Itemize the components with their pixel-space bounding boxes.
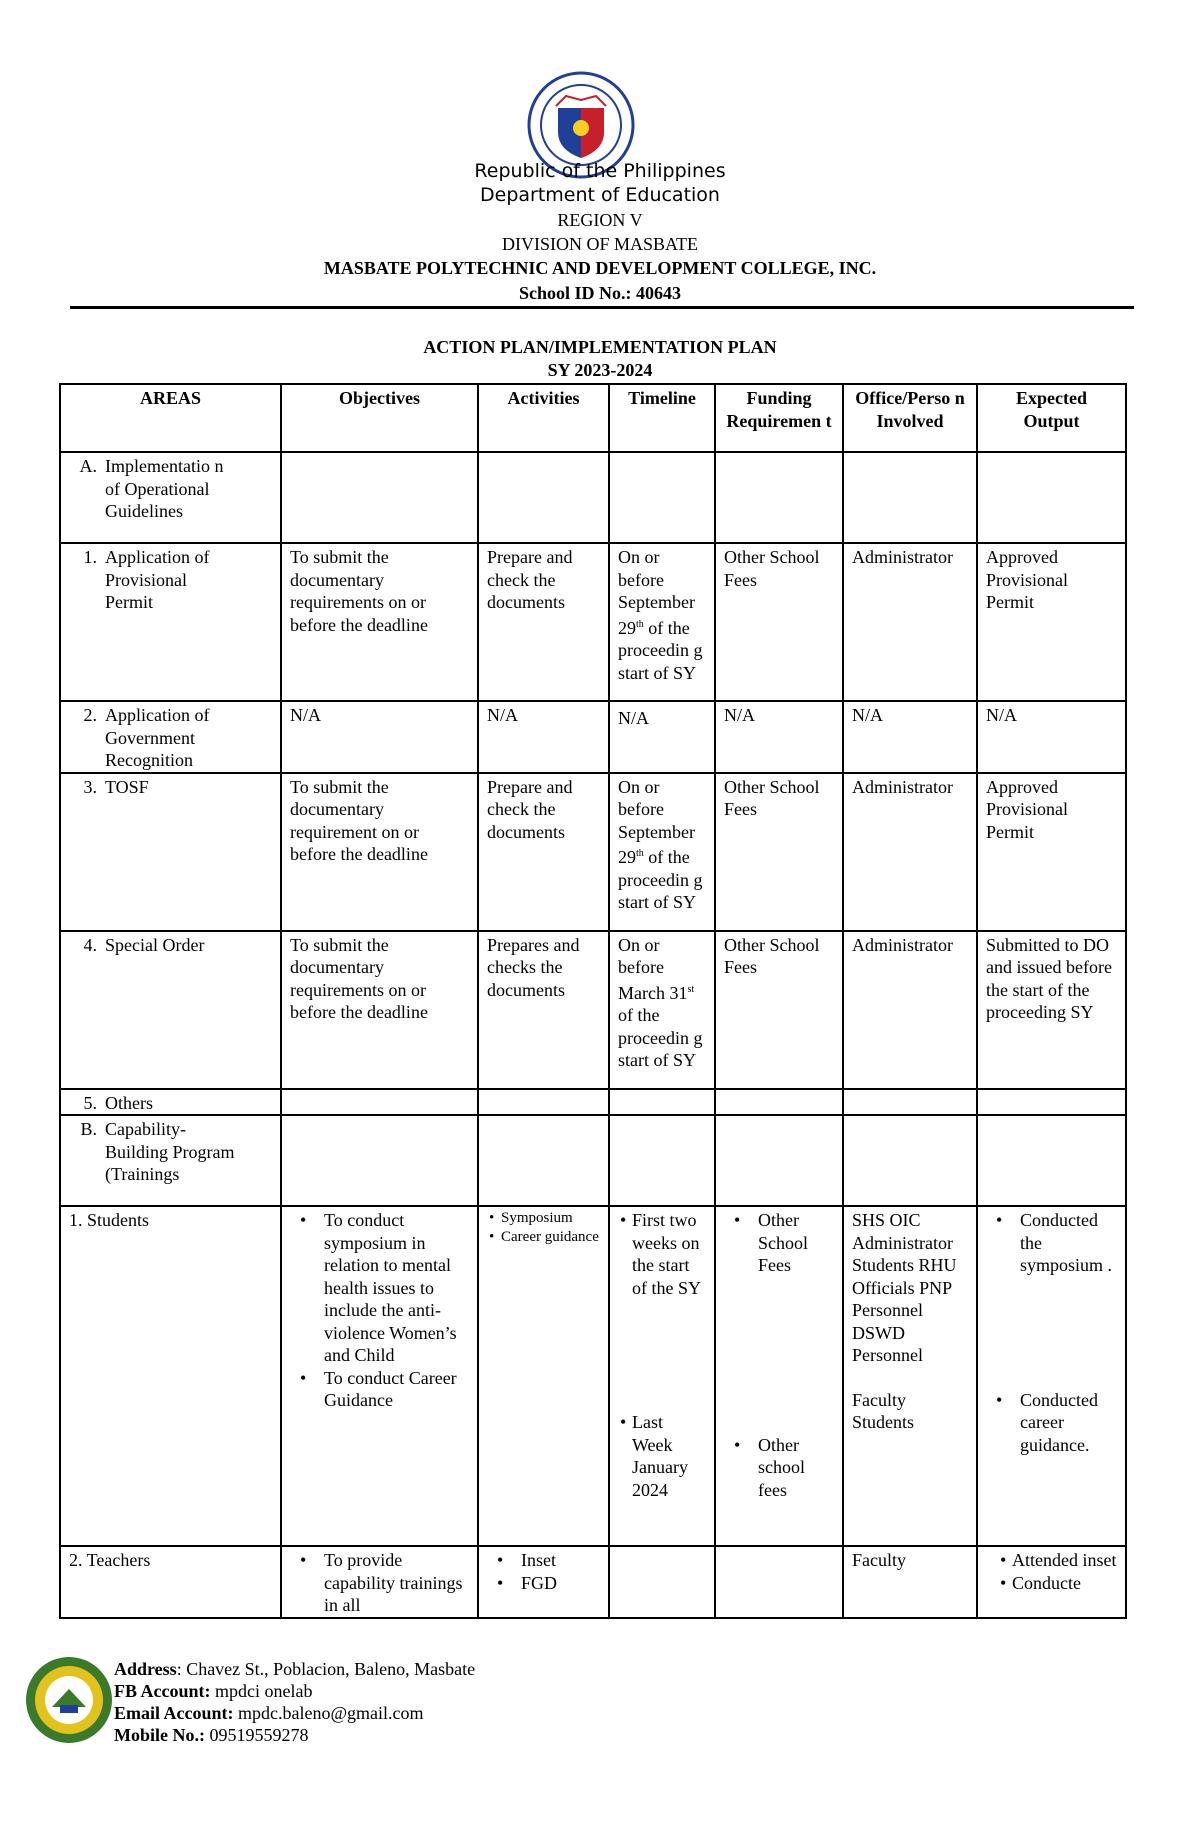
teachers-timeline bbox=[609, 1546, 715, 1618]
section-b-row bbox=[60, 1115, 1126, 1206]
teachers-row bbox=[60, 1546, 1126, 1618]
header-divider bbox=[70, 306, 1134, 309]
table-row bbox=[60, 543, 1126, 701]
students-timeline bbox=[609, 1206, 715, 1546]
row-office: Administrator bbox=[843, 931, 977, 1089]
students-objectives bbox=[281, 1206, 478, 1546]
students-row bbox=[60, 1206, 1126, 1546]
list-item: • FGD bbox=[487, 1572, 600, 1595]
action-plan-table bbox=[59, 383, 1127, 1619]
plan-title: ACTION PLAN/IMPLEMENTATION PLAN bbox=[423, 337, 777, 357]
students-activities bbox=[478, 1206, 609, 1546]
row-area: Application of Government Recognition bbox=[105, 705, 210, 770]
division-line: DIVISION OF MASBATE bbox=[501, 234, 698, 254]
list-item: • Career guidance bbox=[487, 1228, 600, 1247]
row-funding: Other School Fees bbox=[715, 773, 843, 931]
row-activity: Prepare and check the documents bbox=[478, 543, 609, 701]
row-number: 1. bbox=[83, 547, 97, 567]
school-id: School ID No.: 40643 bbox=[518, 283, 681, 303]
row-number: 2. bbox=[83, 705, 97, 725]
row-timeline: N/A bbox=[609, 701, 715, 773]
list-item: • Last Week January 2024 bbox=[618, 1411, 706, 1501]
students-output bbox=[977, 1206, 1126, 1546]
table-row bbox=[60, 931, 1126, 1089]
students-area: 1. Students bbox=[60, 1206, 281, 1546]
row-funding: Other School Fees bbox=[715, 931, 843, 1089]
header-output: Expected Output bbox=[977, 384, 1126, 452]
college-logo bbox=[24, 1655, 114, 1745]
row-output: N/A bbox=[977, 701, 1126, 773]
row-objective: To submit the documentary requirements on or before the deadline bbox=[281, 543, 478, 701]
students-funding bbox=[715, 1206, 843, 1546]
row-number: 3. bbox=[83, 776, 97, 797]
header-activities: Activities bbox=[478, 384, 609, 452]
plan-year: SY 2023-2024 bbox=[547, 360, 653, 380]
list-item: • To conduct Career Guidance bbox=[290, 1367, 469, 1412]
row-area: TOSF bbox=[105, 776, 149, 797]
row-office: Administrator bbox=[843, 773, 977, 931]
table-row bbox=[60, 701, 1126, 773]
row-timeline: On or before March 31st of the proceedin g start of SY bbox=[609, 931, 715, 1089]
row-number: 5. bbox=[83, 1092, 97, 1113]
row-funding: N/A bbox=[715, 701, 843, 773]
row-objective: To submit the documentary requirements on or before the deadline bbox=[281, 931, 478, 1089]
teachers-office: Faculty bbox=[843, 1546, 977, 1618]
list-item: • Attended inset bbox=[998, 1549, 1117, 1572]
list-item: • Conducted the symposium . bbox=[986, 1209, 1117, 1277]
email-line: Email Account: mpdc.baleno@gmail.com bbox=[114, 1703, 424, 1723]
list-item: • Inset bbox=[487, 1549, 600, 1572]
row-timeline: On or before September 29th of the proceedin g start of SY bbox=[609, 543, 715, 701]
header-areas: AREAS bbox=[60, 384, 281, 452]
address-line: Address: Chavez St., Poblacion, Baleno, Masbate bbox=[114, 1659, 476, 1679]
mobile-line: Mobile No.: 09519559278 bbox=[114, 1725, 309, 1745]
row-output: Approved Provisional Permit bbox=[977, 773, 1126, 931]
row-funding: Other School Fees bbox=[715, 543, 843, 701]
region-line: REGION V bbox=[557, 210, 643, 230]
row-area: Application of Provisional Permit bbox=[105, 547, 210, 612]
section-b-label: Capability-Building Program (Trainings bbox=[105, 1119, 235, 1184]
list-item: • To provide capability trainings in all bbox=[290, 1549, 469, 1617]
row-area: Special Order bbox=[105, 934, 205, 955]
list-item: • Other school fees bbox=[724, 1434, 834, 1502]
section-b-letter: B. bbox=[80, 1119, 97, 1139]
section-a-label: Implementatio n of Operational Guidelines bbox=[105, 456, 224, 521]
school-name: MASBATE POLYTECHNIC AND DEVELOPMENT COLLEGE, INC. bbox=[323, 258, 877, 278]
row-office: Administrator bbox=[843, 543, 977, 701]
row-activity: Prepares and checks the documents bbox=[478, 931, 609, 1089]
header-office: Office/Perso n Involved bbox=[843, 384, 977, 452]
row-objective: N/A bbox=[281, 701, 478, 773]
table-row bbox=[60, 1089, 1126, 1116]
list-item: • First two weeks on the start of the SY bbox=[618, 1209, 706, 1299]
department-line: Department of Education bbox=[480, 184, 720, 206]
section-a-letter: A. bbox=[79, 456, 97, 476]
teachers-funding bbox=[715, 1546, 843, 1618]
row-office: N/A bbox=[843, 701, 977, 773]
table-header-row bbox=[60, 384, 1126, 452]
row-timeline: On or before September 29th of the proceedin g start of SY bbox=[609, 773, 715, 931]
fb-line: FB Account: mpdci onelab bbox=[114, 1681, 313, 1701]
teachers-output bbox=[977, 1546, 1126, 1618]
row-objective: To submit the documentary requirement on or before the deadline bbox=[281, 773, 478, 931]
section-a-row bbox=[60, 452, 1126, 543]
republic-line: Republic of the Philippines bbox=[474, 160, 726, 182]
table-row bbox=[60, 773, 1126, 931]
row-area: Others bbox=[105, 1092, 153, 1113]
teachers-area: 2. Teachers bbox=[60, 1546, 281, 1618]
header-timeline: Timeline bbox=[609, 384, 715, 452]
list-item: • Other School Fees bbox=[724, 1209, 834, 1277]
header-funding: Funding Requiremen t bbox=[715, 384, 843, 452]
header-objectives: Objectives bbox=[281, 384, 478, 452]
list-item: • Symposium bbox=[487, 1209, 600, 1228]
row-output: Submitted to DO and issued before the start of the proceeding SY bbox=[977, 931, 1126, 1089]
list-item: • To conduct symposium in relation to mental health issues to include the anti-violence Women’s and Child bbox=[290, 1209, 469, 1367]
list-item: • Conducte bbox=[998, 1572, 1117, 1595]
row-activity: N/A bbox=[478, 701, 609, 773]
row-output: Approved Provisional Permit bbox=[977, 543, 1126, 701]
teachers-activities bbox=[478, 1546, 609, 1618]
teachers-objectives bbox=[281, 1546, 478, 1618]
list-item: • Conducted career guidance. bbox=[986, 1389, 1117, 1457]
contact-block bbox=[114, 1658, 475, 1746]
row-activity: Prepare and check the documents bbox=[478, 773, 609, 931]
row-number: 4. bbox=[83, 934, 97, 955]
students-office: SHS OIC Administrator Students RHU Officials PNP Personnel DSWD Personnel Faculty Students bbox=[843, 1206, 977, 1546]
